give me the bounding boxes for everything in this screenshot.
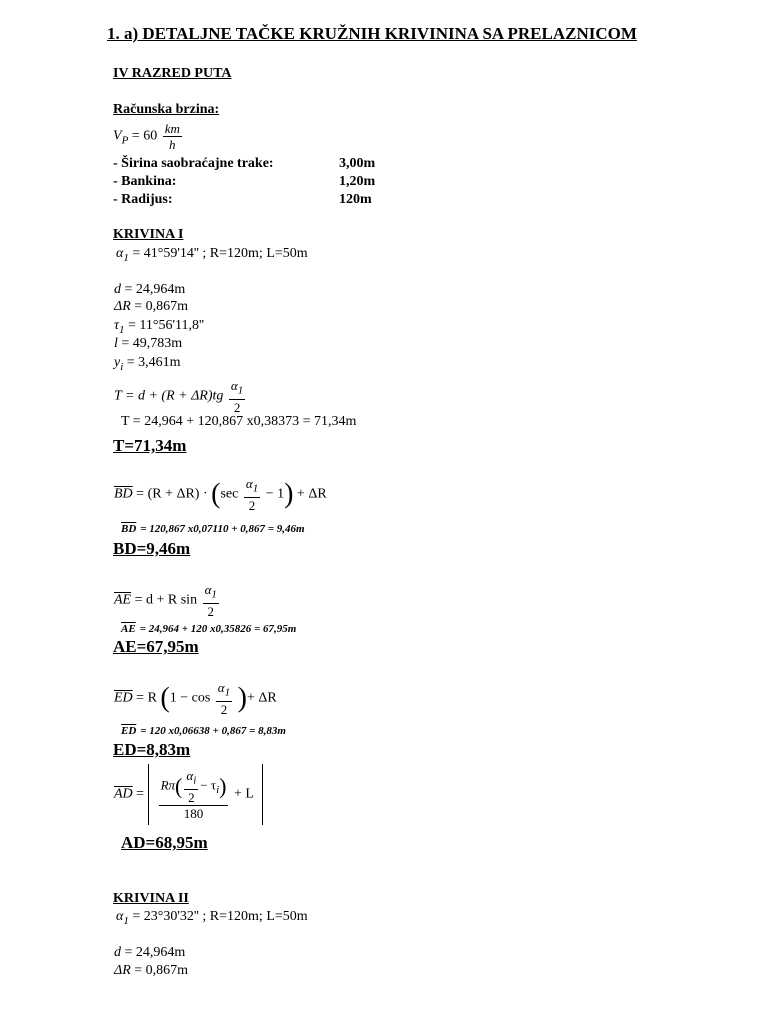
- curve1-angle-line: $\alpha_1 = 41^\circ 59'14''$ ; R=120m; L=50m: [116, 246, 308, 264]
- bd-formula: $\overline{BD} = (R + \Delta R) \cdot (\sec$ $\frac{\alpha_1}{2}$ − 1) + ΔR: [114, 476, 327, 513]
- curve1-d: d = 24,964m: [114, 282, 186, 297]
- design-speed-heading: Računska brzina:: [113, 102, 220, 117]
- param-value-shoulder: 1,20m: [339, 174, 376, 189]
- param-label-lane-width: - Širina saobraćajne trake:: [113, 156, 274, 171]
- ad-result: AD=68,95m: [121, 833, 208, 852]
- ad-formula: $\overline{AD}$ = Rπ( $\frac{\alpha_i}{2}$ − $\tau_i$) 180 + L: [114, 764, 263, 825]
- curve1-l: l = 49,783m: [114, 336, 183, 351]
- curve1-tau: $\tau_1 = 11^\circ 56'11,8''$: [114, 318, 205, 336]
- ed-formula: $\overline{ED} = R$ (1 − cos $\frac{\alpha_1}{2}$ )+ ΔR: [114, 680, 277, 717]
- ed-result: ED=8,83m: [113, 740, 191, 759]
- curve2-delta-r: ΔR = 0,867m: [114, 963, 189, 978]
- bd-calculation: $\overline{BD} = 120,867$ x0,07110 + 0,867 = 9,46m: [121, 523, 305, 535]
- bd-result: BD=9,46m: [113, 539, 191, 558]
- param-label-shoulder: - Bankina:: [113, 174, 177, 189]
- tangent-calculation: T = 24,964 + 120,867 x0,38373 = 71,34m: [121, 414, 357, 429]
- curve2-d: d = 24,964m: [114, 945, 186, 960]
- curve1-y: $y_i = 3,461m$: [114, 355, 181, 373]
- ae-result: AE=67,95m: [113, 637, 199, 656]
- design-speed-formula: $V_P = 60$ $\frac{km}{h}$: [113, 121, 180, 152]
- param-value-radius: 120m: [339, 192, 372, 207]
- page-title: 1. a) DETALJNE TAČKE KRUŽNIH KRIVININA SA PRELAZNICOM: [107, 24, 637, 43]
- ae-formula: $\overline{AE} = d + R$ sin $\frac{\alpha_1}{2}$: [114, 582, 217, 619]
- ae-calculation: $\overline{AE} = 24,964 + 120$ x0,35826 = 67,95m: [121, 623, 297, 635]
- tangent-result: T=71,34m: [113, 436, 187, 455]
- curve2-angle-line: $\alpha_1 = 23^\circ 30'32''$ ; R=120m; L=50m: [116, 909, 308, 927]
- param-value-lane-width: 3,00m: [339, 156, 376, 171]
- tangent-formula: T = d + (R + ΔR)tg $\frac{\alpha_1}{2}$: [114, 378, 244, 415]
- road-class-heading: IV RAZRED PUTA: [113, 66, 232, 81]
- param-label-radius: - Radijus:: [113, 192, 173, 207]
- curve1-delta-r: ΔR = 0,867m: [114, 299, 189, 314]
- ed-calculation: $\overline{ED} = 120$ x0,06638 + 0,867 = 8,83m: [121, 725, 286, 737]
- curve1-heading: KRIVINA I: [113, 227, 184, 242]
- curve2-heading: KRIVINA II: [113, 891, 189, 906]
